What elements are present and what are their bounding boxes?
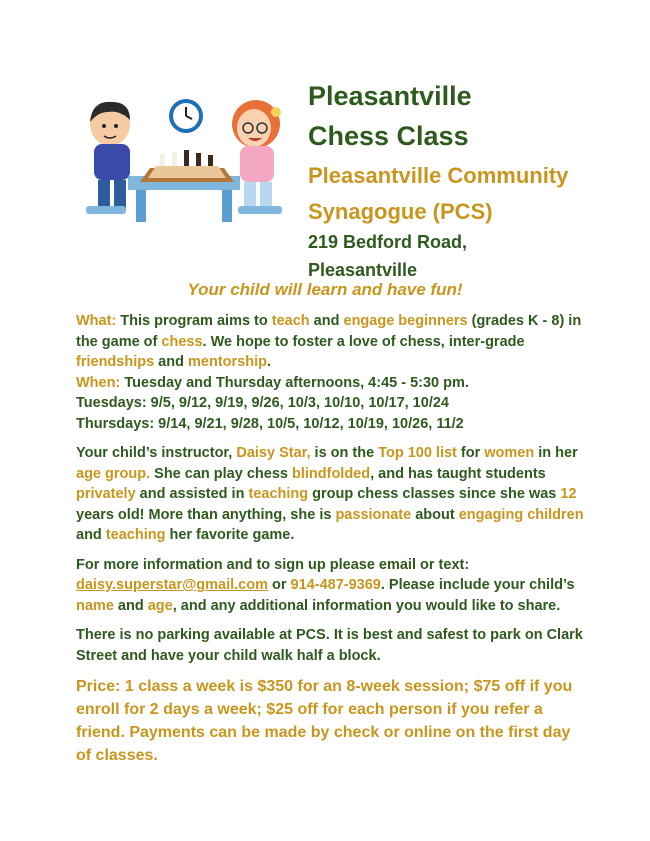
instructor-text: group chess classes since she was [308, 486, 561, 502]
highlight: name [76, 597, 114, 614]
instructor-text: her favorite game. [165, 527, 295, 543]
highlight: teaching [105, 527, 166, 543]
table-icon [128, 176, 240, 222]
contact-paragraph [76, 555, 586, 617]
tagline: Your child will learn and have fun! [187, 280, 463, 299]
instructor-text: She can play chess [150, 465, 292, 482]
instructor-text: about [411, 506, 459, 523]
what-text: and [309, 313, 344, 329]
instructor-text: is on the [310, 445, 379, 461]
title-line-2: Chess Class [308, 121, 469, 151]
girl-icon [232, 100, 282, 214]
when-text: Tuesday and Thursday afternoons, 4:45 - 5:30 pm. [120, 374, 469, 391]
when-label: When: [76, 374, 121, 391]
what-text: (grades K - 8) in the game of [76, 313, 582, 350]
highlight: chess [161, 333, 203, 350]
instructor-text: Your child’s instructor, [76, 445, 237, 461]
contact-text: or [267, 577, 291, 593]
venue-line-1: Pleasantville Community [308, 163, 569, 188]
highlight: age [147, 597, 173, 614]
highlight: teach [271, 313, 310, 329]
chess-kids-illustration [78, 96, 290, 226]
contact-text: For more information and to sign up please email or text: [76, 556, 470, 573]
contact-text: , and any additional information you would like to share. [172, 597, 561, 614]
instructor-name: Daisy Star, [236, 445, 311, 461]
highlight: teaching [248, 486, 309, 502]
thursdays-dates: Thursdays: 9/14, 9/21, 9/28, 10/5, 10/12, 10/19, 10/26, 11/2 [76, 415, 464, 432]
highlight: women [484, 445, 535, 461]
instructor-text: and assisted in [135, 486, 249, 502]
what-text: . [266, 354, 271, 370]
title-line-1: Pleasantville [308, 81, 472, 111]
phone-number: 914-487-9369 [290, 577, 381, 593]
contact-text: . Please include your child’s [380, 577, 575, 593]
address-line-1: 219 Bedford Road, [308, 232, 468, 252]
boy-icon [86, 102, 130, 214]
highlight: age group. [76, 465, 151, 482]
address-line-2: Pleasantville [308, 260, 418, 280]
what-text: and [154, 354, 188, 370]
highlight: engaging children [458, 506, 584, 523]
what-text: . We hope to foster a love of chess, inter-grade [202, 333, 525, 350]
chessboard-icon [140, 150, 234, 182]
instructor-text: , and has taught students [370, 465, 546, 482]
what-text: This program aims to [116, 313, 272, 329]
instructor-text: and [76, 527, 106, 543]
title-block [308, 76, 638, 284]
tuesdays-dates: Tuesdays: 9/5, 9/12, 9/19, 9/26, 10/3, 10/10, 10/17, 10/24 [76, 395, 449, 411]
flyer-body [76, 311, 586, 767]
highlight: engage beginners [343, 313, 468, 329]
highlight: privately [76, 486, 136, 502]
instructor-text: in her [534, 445, 578, 461]
highlight: blindfolded [291, 465, 371, 482]
instructor-paragraph [76, 443, 586, 546]
highlight: friendships [76, 354, 155, 370]
venue-line-2: Synagogue (PCS) [308, 199, 493, 224]
what-paragraph [76, 311, 586, 373]
price-paragraph: Price: 1 class a week is $350 for an 8-week session; $75 off if you enroll for 2 days a week; $25 off for each person if you refer a friend. Payments can be made by check or online on the first day of classes. [76, 678, 573, 764]
highlight: mentorship [188, 354, 267, 370]
highlight: Top 100 list [378, 445, 457, 461]
clock-icon [169, 99, 203, 133]
when-paragraph [76, 373, 586, 394]
what-label: What: [76, 313, 117, 329]
instructor-text: for [456, 445, 485, 461]
parking-paragraph: There is no parking available at PCS. It is best and safest to park on Clark Street and have your child walk half a block. [76, 627, 583, 664]
email-link[interactable]: daisy.superstar@gmail.com [76, 577, 268, 593]
highlight: 12 [560, 486, 577, 502]
highlight: passionate [335, 506, 412, 523]
instructor-text: years old! More than anything, she is [76, 506, 336, 523]
flyer-header [0, 0, 650, 280]
contact-text: and [113, 597, 148, 614]
